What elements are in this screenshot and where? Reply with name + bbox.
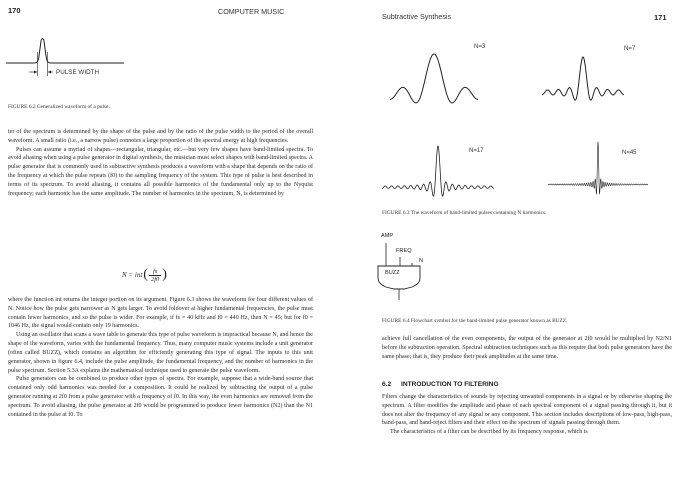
equation-numerator: fs <box>152 267 158 275</box>
buzz-unit-label: BUZZ <box>385 270 400 276</box>
left-text-bottom <box>8 296 313 419</box>
left-paragraph-1: ter of the spectrum is determined by the shape of the pulse and by the ratio of the pulse width to the period of the overall waveform. A small ratio (i.e., a narrow pulse) connotes a large proportion of the spectral energy at high frequencies. <box>8 129 313 144</box>
section-heading <box>382 381 499 388</box>
buzz-flowchart-symbol <box>372 232 452 302</box>
left-running-head: COMPUTER MUSIC <box>218 7 285 16</box>
figure-6-4-caption: FIGURE 6.4 Flowchart symbol for the band-limited pulse generator known as BUZZ. <box>382 318 568 324</box>
figure-6-2-caption: FIGURE 6.2 Generalized waveform of a pulse. <box>8 104 110 110</box>
right-text-top <box>382 335 672 361</box>
right-page-number: 171 <box>654 13 667 22</box>
right-paragraph-1: achieve full cancellation of the even components, the output of the generator at 2f0 would be multiplied by N2/N1 before the subtraction operation. Spectral subtraction techniques such as this require that both pulse generators have the same phase; that is, they produce their peak amplitudes at the same time. <box>382 336 672 360</box>
left-paragraph-2: Pulses can assume a myriad of shapes—rectangular, triangular, etc.—but very few shapes have band-limited spectra. To avoid aliasing when using a pulse generator in digital synthesis, the musician must select shapes with band-limited spectra. A pulse generator that is commonly used in subtractive synthesis produces a waveform with a shape that depends on the ratio of the frequency at which the pulse repeats (f0) to the sampling frequency of the system. This type of pulse is best described in terms of its spectrum. To avoid aliasing, it contains all possible harmonics of the fundamental only up to the Nyquist frequency; each harmonic has the same amplitude. The number of harmonics in the spectrum, N, is determined by <box>8 146 313 197</box>
band-limited-pulse-waveforms <box>370 30 690 208</box>
label-n3: N=3 <box>474 44 486 50</box>
amp-input-label: AMP <box>381 233 394 239</box>
label-n17: N=17 <box>469 148 484 154</box>
left-paragraph-5: Pulse generators can be combined to produce other types of spectra. For example, suppose that a wide-band source that contained only odd harmonics was needed for a composition. It could be realized by subtracting the output of a pulse generator running at 2f0 from a pulse generator with a frequency of f0. In this way, the even harmonics are removed from the spectrum. To avoid aliasing, the pulse generator at 2f0 would be programmed to produce fewer harmonics (N2) than the N1 contained in the pulse at f0. To <box>8 376 313 418</box>
pulse-width-label: PULSE WIDTH <box>56 69 100 76</box>
section-title: INTRODUCTION TO FILTERING <box>401 381 499 388</box>
right-paragraph-3: The characteristics of a filter can be described by its frequency response, which is <box>390 429 588 436</box>
left-text-top <box>8 128 313 199</box>
figure-6-3-caption: FIGURE 6.3 The waveform of band-limited pulses containing N harmonics. <box>382 210 547 216</box>
right-paragraph-2: Filters change the characteristics of sounds by rejecting unwanted components in a signal or by otherwise shaping the spectrum. A filter modifies the amplitude and phase of each spectral component of a signal passing through it, but it does not alter the frequency of any signal or any component. This section includes descriptions of low-pass, high-pass, band-pass, and band-reject filters and their effect on the spectrum of signals passing through them. <box>382 394 672 427</box>
n-input-label: N <box>419 258 424 264</box>
freq-input-label: FREQ <box>396 248 412 254</box>
left-page-number: 170 <box>8 6 21 15</box>
pulse-waveform-figure <box>6 34 126 84</box>
label-n7: N=7 <box>624 46 636 52</box>
right-text-bottom <box>382 393 672 437</box>
equation-denominator: 2f0 <box>150 275 160 283</box>
harmonics-equation: N = int ( $\frac{fs}{2f0}$ ) <box>122 267 167 283</box>
left-paragraph-3: where the function int returns the integer portion on its argument. Figure 6.3 shows the waveform for four different values of N. Notice how the pulse gets narrower as N gets larger. To avoid foldover at higher fundamental frequencies, the pulse must contain fewer harmonics, and so the pulse is wider. For example, if fs = 40 kHz and f0 = 440 Hz, then N = 45; but for f0 = 1046 Hz, the signal would contain only 19 harmonics. <box>8 297 313 330</box>
left-paragraph-4: Using an oscillator that scans a wave table to generate this type of pulse waveform is impractical because N, and hence the shape of the waveform, varies with the fundamental frequency. Thus, many computer music systems include a unit generator (often called BUZZ), which contains an algorithm for efficiently generating this type of signal. The inputs to this unit generator, shown in figure 6.4, include the pulse amplitude, the fundamental frequency, and the number of harmonics in the pulse spectrum. Section 5.3A explains the mathematical technique used to generate the pulse waveform. <box>8 332 313 374</box>
right-running-head: Subtractive Synthesis <box>382 12 452 21</box>
waveform-n7 <box>542 57 624 100</box>
section-number: 6.2 <box>382 381 392 388</box>
label-n45: N=45 <box>622 150 637 156</box>
equation-lhs: N = int <box>122 271 143 279</box>
waveform-n3 <box>390 54 478 103</box>
